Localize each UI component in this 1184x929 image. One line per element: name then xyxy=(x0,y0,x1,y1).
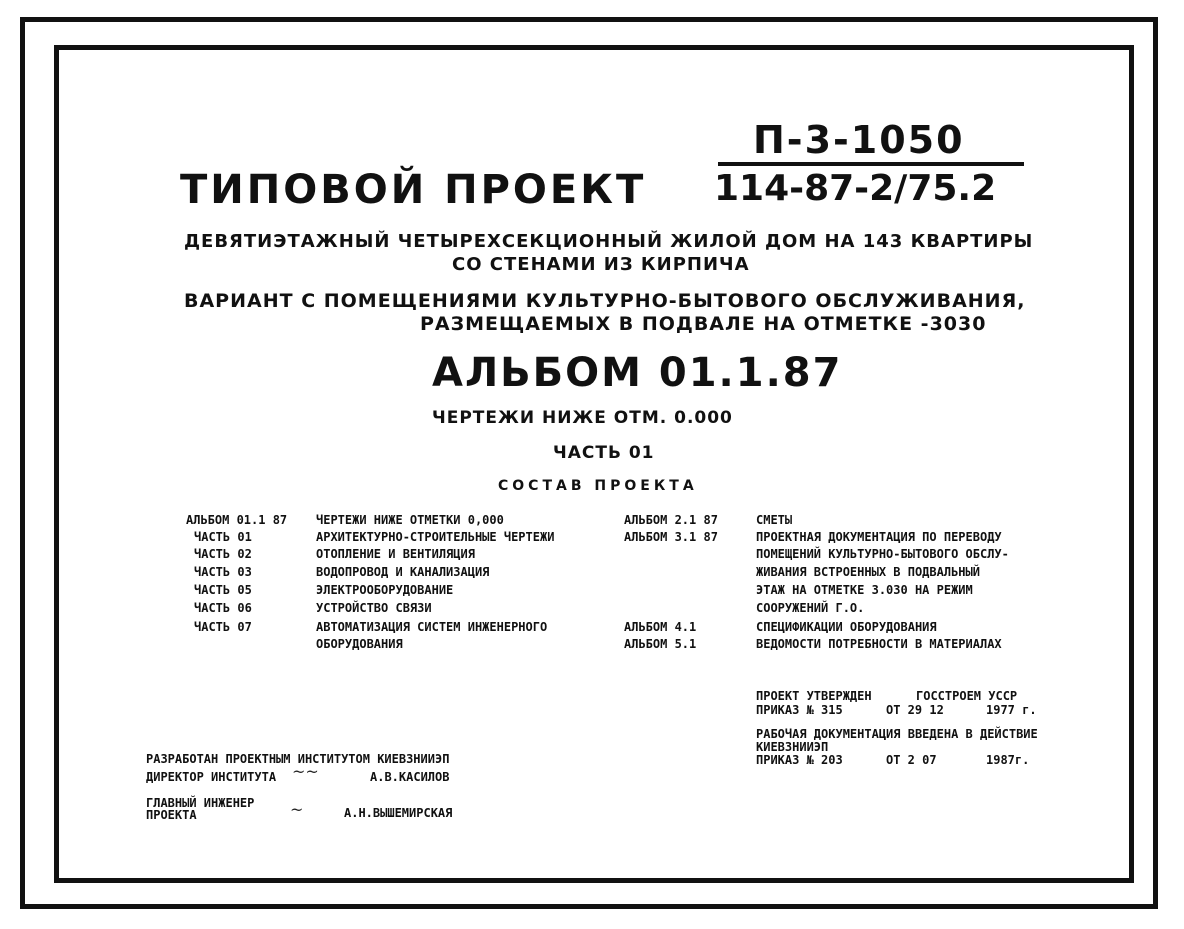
comp-left-desc: ЧЕРТЕЖИ НИЖЕ ОТМЕТКИ 0,000 xyxy=(316,513,504,527)
composition-title: СОСТАВ ПРОЕКТА xyxy=(498,478,698,494)
project-code-top: П-3-1050 xyxy=(753,118,965,162)
comp-left-code: ЧАСТЬ 07 xyxy=(194,620,252,634)
comp-left-desc: ВОДОПРОВОД И КАНАЛИЗАЦИЯ xyxy=(316,565,490,579)
comp-right-code: АЛЬБОМ 3.1 87 xyxy=(624,530,718,544)
engineer-name: А.Н.ВЫШЕМИРСКАЯ xyxy=(344,806,453,820)
album-title: АЛЬБОМ 01.1.87 xyxy=(432,350,843,396)
comp-right-desc: СМЕТЫ xyxy=(756,513,793,527)
comp-right-desc: ПРОЕКТНАЯ ДОКУМЕНТАЦИЯ ПО ПЕРЕВОДУ xyxy=(756,530,1002,544)
comp-right-desc: ЭТАЖ НА ОТМЕТКЕ 3.030 НА РЕЖИМ xyxy=(756,583,973,597)
approval-order: ПРИКАЗ № 315 xyxy=(756,703,843,717)
comp-left-code: ЧАСТЬ 01 xyxy=(194,530,252,544)
engineer-label: ПРОЕКТА xyxy=(146,808,197,822)
director-signature: ~~ xyxy=(292,762,319,781)
comp-right-code: АЛЬБОМ 5.1 xyxy=(624,637,697,651)
comp-left-desc: УСТРОЙСТВО СВЯЗИ xyxy=(316,601,432,615)
comp-left-code: ЧАСТЬ 06 xyxy=(194,601,252,615)
comp-right-desc: ЖИВАНИЯ ВСТРОЕННЫХ В ПОДВАЛЬНЫЙ xyxy=(756,565,980,579)
part-title: ЧАСТЬ 01 xyxy=(553,443,655,463)
approval-date: ОТ 29 12 xyxy=(886,703,944,717)
enactment-year: 1987г. xyxy=(986,753,1030,767)
comp-right-desc: СПЕЦИФИКАЦИИ ОБОРУДОВАНИЯ xyxy=(756,620,937,634)
comp-left-code: ЧАСТЬ 05 xyxy=(194,583,252,597)
comp-left-desc: АВТОМАТИЗАЦИЯ СИСТЕМ ИНЖЕНЕРНОГО xyxy=(316,620,548,634)
enactment-date: ОТ 2 07 xyxy=(886,753,937,767)
enactment-institute: КИЕВЗНИИЭП xyxy=(756,740,829,754)
developer-line: РАЗРАБОТАН ПРОЕКТНЫМ ИНСТИТУТОМ КИЕВЗНИИЭП xyxy=(146,752,450,766)
comp-left-code: ЧАСТЬ 03 xyxy=(194,565,252,579)
subtitle-line1: ДЕВЯТИЭТАЖНЫЙ ЧЕТЫРЕХСЕКЦИОННЫЙ ЖИЛОЙ ДОМ НА 143 КВАРТИРЫ xyxy=(184,231,1034,252)
comp-right-desc: СООРУЖЕНИЙ Г.О. xyxy=(756,601,865,615)
code-divider xyxy=(718,162,1024,166)
comp-left-code: АЛЬБОМ 01.1 87 xyxy=(186,513,288,527)
comp-left-desc: ОБОРУДОВАНИЯ xyxy=(316,637,403,651)
comp-right-desc: ПОМЕЩЕНИЙ КУЛЬТУРНО-БЫТОВОГО ОБСЛУ- xyxy=(756,547,1009,561)
comp-left-code: ЧАСТЬ 02 xyxy=(194,547,252,561)
comp-left-desc: ЭЛЕКТРООБОРУДОВАНИЕ xyxy=(316,583,454,597)
director-label: ДИРЕКТОР ИНСТИТУТА xyxy=(146,770,277,784)
variant-line1: ВАРИАНТ С ПОМЕЩЕНИЯМИ КУЛЬТУРНО-БЫТОВОГО ОБСЛУЖИВАНИЯ, xyxy=(184,290,1026,312)
variant-line2: РАЗМЕЩАЕМЫХ В ПОДВАЛЕ НА ОТМЕТКЕ -3030 xyxy=(420,313,987,335)
comp-left-desc: ОТОПЛЕНИЕ И ВЕНТИЛЯЦИЯ xyxy=(316,547,475,561)
engineer-label: ГЛАВНЫЙ ИНЖЕНЕР xyxy=(146,796,255,810)
comp-right-code: АЛЬБОМ 2.1 87 xyxy=(624,513,718,527)
approval-label: ПРОЕКТ УТВЕРЖДЕН xyxy=(756,689,872,703)
drawings-title: ЧЕРТЕЖИ НИЖЕ ОТМ. 0.000 xyxy=(432,408,733,428)
project-code-bottom: 114-87-2/75.2 xyxy=(714,168,997,209)
approval-authority: ГОССТРОЕМ УССР xyxy=(916,689,1018,703)
engineer-signature: ~ xyxy=(290,800,304,819)
comp-right-desc: ВЕДОМОСТИ ПОТРЕБНОСТИ В МАТЕРИАЛАХ xyxy=(756,637,1002,651)
comp-right-code: АЛЬБОМ 4.1 xyxy=(624,620,697,634)
enactment-text: РАБОЧАЯ ДОКУМЕНТАЦИЯ ВВЕДЕНА В ДЕЙСТВИЕ xyxy=(756,727,1038,741)
enactment-order: ПРИКАЗ № 203 xyxy=(756,753,843,767)
approval-year: 1977 г. xyxy=(986,703,1037,717)
subtitle-line2: СО СТЕНАМИ ИЗ КИРПИЧА xyxy=(452,254,750,275)
director-name: А.В.КАСИЛОВ xyxy=(370,770,450,784)
page-title: ТИПОВОЙ ПРОЕКТ xyxy=(180,167,647,213)
comp-left-desc: АРХИТЕКТУРНО-СТРОИТЕЛЬНЫЕ ЧЕРТЕЖИ xyxy=(316,530,555,544)
